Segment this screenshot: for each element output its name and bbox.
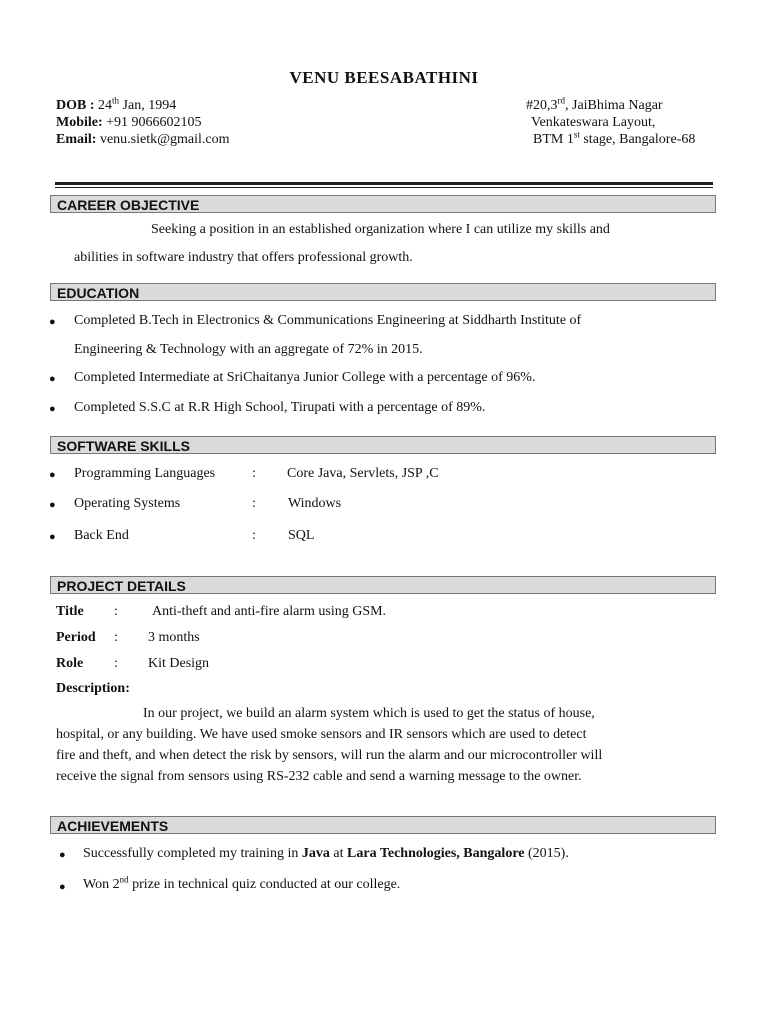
project-description-label: Description: [56,681,130,696]
project-title: Anti-theft and anti-fire alarm using GSM. [152,604,387,619]
email-label: Email: [56,132,97,147]
project-period-label: Period [56,630,96,645]
education-item-3: Completed S.S.C at R.R High School, Tirupati with a percentage of 89%. [74,400,486,415]
address-line-3: BTM 1st stage, Bangalore-68 [533,129,696,147]
section-software-skills: SOFTWARE SKILLS [50,436,716,454]
project-description-line-3: fire and theft, and when detect the risk by sensors, will run the alarm and our microcontroller will [56,748,603,763]
address-line-1: #20,3rd, JaiBhima Nagar [526,95,663,113]
bullet-icon: ● [59,849,66,861]
mobile-line [56,115,202,131]
education-item-2: Completed Intermediate at SriChaitanya Junior College with a percentage of 96%. [74,370,536,385]
achievement-item-1: Successfully completed my training in Java at Lara Technologies, Bangalore (2015). [83,846,569,861]
section-project-details: PROJECT DETAILS [50,576,716,594]
career-line-2: abilities in software industry that offers professional growth. [74,250,413,265]
education-item-1-line-2: Engineering & Technology with an aggregate of 72% in 2015. [74,342,423,357]
skill-colon: : [252,466,256,481]
skill-label: Operating Systems [74,496,181,511]
section-achievements: ACHIEVEMENTS [50,816,716,834]
skill-value: SQL [288,528,315,543]
project-colon: : [114,604,118,619]
bullet-icon: ● [49,316,56,328]
bullet-icon: ● [49,373,56,385]
project-description-line-4: receive the signal from sensors using RS-232 cable and send a warning message to the owner. [56,769,582,784]
bullet-icon: ● [49,469,56,481]
skill-value: Windows [288,496,342,511]
project-role-label: Role [56,656,84,671]
address-line-2: Venkateswara Layout, [531,115,656,130]
project-role: Kit Design [148,656,210,671]
mobile-label: Mobile: [56,115,103,130]
achievement-item-2: Won 2nd prize in technical quiz conducted at our college. [83,874,401,892]
project-colon: : [114,630,118,645]
email-line [56,132,230,148]
section-career-objective: CAREER OBJECTIVE [50,195,716,213]
project-description-line-1: In our project, we build an alarm system which is used to get the status of house, [143,706,595,721]
header-rule-thin [55,187,713,188]
project-description-line-2: hospital, or any building. We have used smoke sensors and IR sensors which are used to detect [56,727,587,742]
skill-label: Programming Languages [74,466,216,481]
resume-name: VENU BEESABATHINI [289,68,479,87]
header-rule-thick [55,182,713,185]
dob-day: 24 [98,98,113,113]
project-period: 3 months [148,630,200,645]
career-line-1: Seeking a position in an established organization where I can utilize my skills and [151,222,610,237]
bullet-icon: ● [49,403,56,415]
bullet-icon: ● [49,531,56,543]
bullet-icon: ● [59,881,66,893]
skill-colon: : [252,496,256,511]
skill-value: Core Java, Servlets, JSP ,C [287,466,439,481]
bullet-icon: ● [49,499,56,511]
dob-line: DOB : 24th Jan, 1994 [56,95,177,113]
education-item-1-line-1: Completed B.Tech in Electronics & Communications Engineering at Siddharth Institute of [74,313,582,328]
section-education: EDUCATION [50,283,716,301]
skill-colon: : [252,528,256,543]
dob-value: Jan, 1994 [122,98,177,113]
project-title-label: Title [56,604,84,619]
dob-label: DOB [56,98,87,113]
email-value: venu.sietk@gmail.com [99,132,230,147]
skill-label: Back End [74,528,129,543]
mobile-value: +91 9066602105 [106,115,202,130]
project-colon: : [114,656,118,671]
